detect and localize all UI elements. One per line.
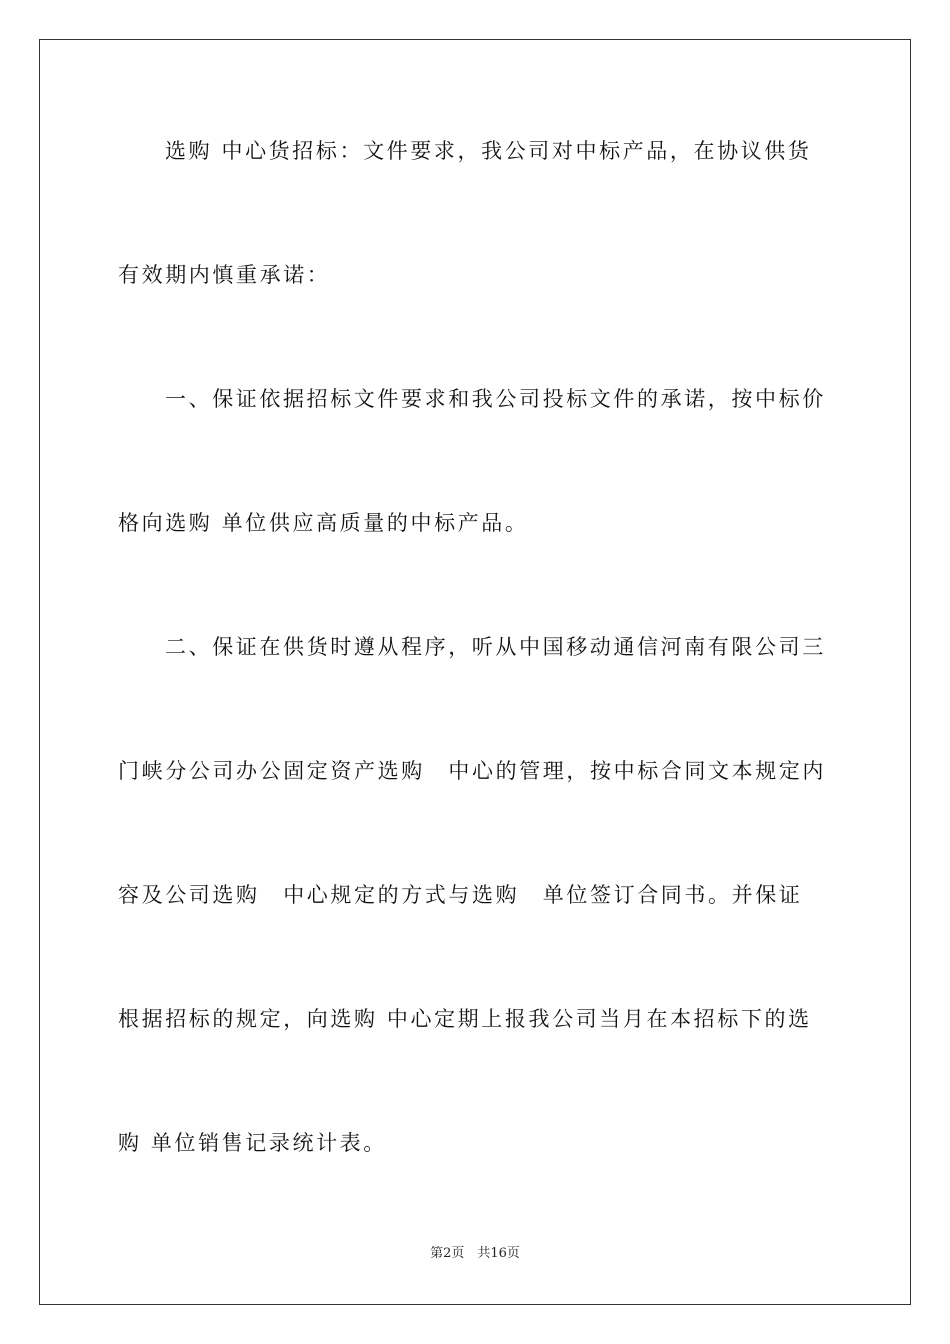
paragraph-line: 格向选购 单位供应高质量的中标产品。 [118,511,529,535]
paragraph-line: 购 单位销售记录统计表。 [118,1131,387,1155]
paragraph-line: 二、保证在供货时遵从程序，听从中国移动通信河南有限公司三 [165,635,826,659]
page-number-footer: 第2页 共16页 [430,1246,520,1261]
paragraph-line: 根据招标的规定，向选购 中心定期上报我公司当月在本招标下的选 [118,1007,812,1031]
paragraph-line: 一、保证依据招标文件要求和我公司投标文件的承诺，按中标价 [165,387,826,411]
paragraph-line: 有效期内慎重承诺： [118,263,331,287]
paragraph-line: 选购 中心货招标：文件要求，我公司对中标产品，在协议供货 [165,139,812,163]
paragraph-line: 容及公司选购 中心规定的方式与选购 单位签订合同书。并保证 [118,883,803,907]
page-frame [39,39,911,1305]
paragraph-line: 门峡分公司办公固定资产选购 中心的管理，按中标合同文本规定内 [118,759,826,783]
